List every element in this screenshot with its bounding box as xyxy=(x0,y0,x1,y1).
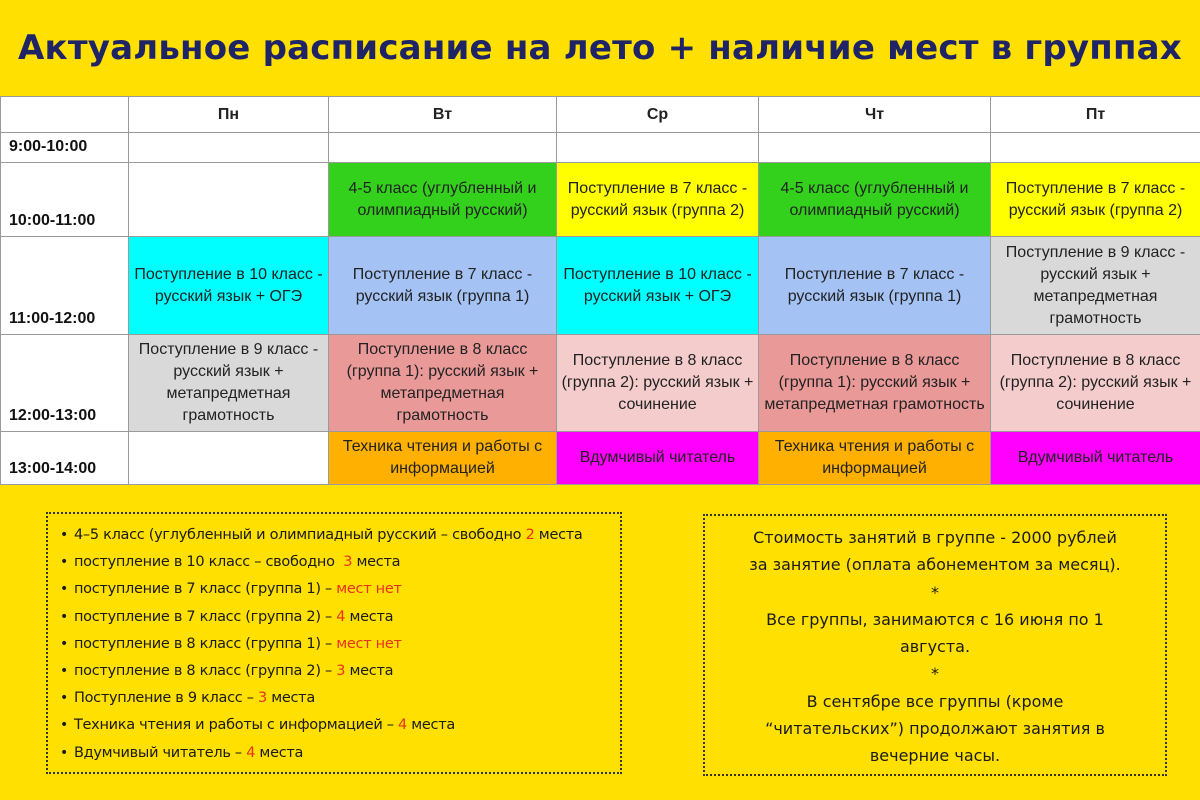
availability-item: • поступление в 10 класс – свободно 3 места xyxy=(60,549,610,576)
availability-count: 3 xyxy=(258,690,267,707)
availability-box xyxy=(46,512,622,774)
info-line: Стоимость занятий в группе - 2000 рублей xyxy=(753,528,1117,547)
bullet-icon: • xyxy=(60,690,68,707)
schedule-cell xyxy=(129,432,329,485)
availability-count: мест нет xyxy=(336,635,402,652)
bullet-icon: • xyxy=(60,527,68,543)
availability-list xyxy=(60,522,610,767)
schedule-cell xyxy=(991,133,1200,163)
bullet-icon: • xyxy=(60,717,68,734)
schedule-cell xyxy=(129,133,329,163)
schedule-table xyxy=(0,96,1200,485)
schedule-cell xyxy=(557,133,759,163)
availability-count: 4 xyxy=(246,744,256,761)
schedule-cell: Вдумчивый читатель xyxy=(557,432,759,485)
time-label: 11:00-12:00 xyxy=(1,237,129,335)
schedule-cell xyxy=(129,163,329,237)
info-separator: * xyxy=(931,582,939,602)
time-label: 12:00-13:00 xyxy=(1,335,129,432)
time-row xyxy=(1,133,1200,163)
schedule-cell: Поступление в 10 класс - русский язык + ОГЭ xyxy=(129,237,329,335)
schedule-cell: Техника чтения и работы с информацией xyxy=(759,432,991,485)
bullet-icon: • xyxy=(60,608,68,625)
schedule-cell: Вдумчивый читатель xyxy=(991,432,1200,485)
info-separator: * xyxy=(931,664,939,684)
availability-item: • Техника чтения и работы с информацией – 4 места xyxy=(60,712,610,739)
info-line: Все группы, занимаются с 16 июня по 1 xyxy=(766,609,1104,629)
availability-item: • поступление в 7 класс (группа 2) – 4 места xyxy=(60,604,610,631)
info-line: В сентябре все группы (кроме xyxy=(806,691,1064,711)
info-line: вечерние часы. xyxy=(869,746,1001,766)
schedule-table-container xyxy=(0,96,1200,484)
schedule-cell: Техника чтения и работы с информацией xyxy=(329,432,557,485)
availability-item: • поступление в 8 класс (группа 1) – мест нет xyxy=(60,631,610,658)
schedule-cell: Поступление в 7 класс - русский язык (группа 1) xyxy=(759,237,991,335)
time-row xyxy=(1,163,1200,237)
bullet-icon: • xyxy=(60,744,68,761)
time-label: 10:00-11:00 xyxy=(1,163,129,237)
schedule-cell: Поступление в 7 класс - русский язык (группа 2) xyxy=(557,163,759,237)
time-label: 9:00-10:00 xyxy=(1,133,129,163)
schedule-cell xyxy=(759,133,991,163)
time-label: 13:00-14:00 xyxy=(1,432,129,485)
day-header: Чт xyxy=(759,97,991,133)
day-header: Пт xyxy=(991,97,1200,133)
availability-count: мест нет xyxy=(336,581,402,598)
info-box xyxy=(703,514,1167,776)
schedule-cell: Поступление в 8 класс (группа 1): русский язык + метапредметная грамотность xyxy=(329,335,557,432)
bullet-icon: • xyxy=(60,662,68,679)
info-line: за занятие (оплата абонементом за месяц). xyxy=(749,555,1121,575)
schedule-cell: Поступление в 8 класс (группа 2): русский язык + сочинение xyxy=(991,335,1200,432)
time-row xyxy=(1,335,1200,432)
corner-cell xyxy=(1,97,129,133)
bullet-icon: • xyxy=(60,581,68,598)
schedule-cell: Поступление в 7 класс - русский язык (группа 2) xyxy=(991,163,1200,237)
availability-count: 3 xyxy=(343,554,353,571)
availability-count: 2 xyxy=(525,527,535,543)
schedule-cell: Поступление в 8 класс (группа 2): русский язык + сочинение xyxy=(557,335,759,432)
schedule-cell: Поступление в 10 класс - русский язык + ОГЭ xyxy=(557,237,759,335)
day-header: Вт xyxy=(329,97,557,133)
schedule-cell: 4-5 класс (углубленный и олимпиадный русский) xyxy=(759,163,991,237)
header-row xyxy=(1,97,1200,133)
schedule-cell: 4-5 класс (углубленный и олимпиадный русский) xyxy=(329,163,557,237)
availability-item: • Вдумчивый читатель – 4 места xyxy=(60,740,610,767)
page-title: Актуальное расписание на лето + наличие мест в группах xyxy=(18,27,1182,68)
info-line: “читательских”) продолжают занятия в xyxy=(765,719,1105,739)
time-row xyxy=(1,237,1200,335)
availability-count: 3 xyxy=(336,662,346,679)
schedule-cell: Поступление в 7 класс - русский язык (группа 1) xyxy=(329,237,557,335)
bullet-icon: • xyxy=(60,554,68,571)
time-row xyxy=(1,432,1200,485)
availability-item: • поступление в 8 класс (группа 2) – 3 места xyxy=(60,658,610,685)
schedule-cell: Поступление в 9 класс - русский язык + метапредметная грамотность xyxy=(991,237,1200,335)
availability-item: • поступление в 7 класс (группа 1) – мест нет xyxy=(60,576,610,603)
schedule-cell xyxy=(329,133,557,163)
day-header: Ср xyxy=(557,97,759,133)
availability-item: • Поступление в 9 класс – 3 места xyxy=(60,685,610,712)
day-header: Пн xyxy=(129,97,329,133)
availability-item: • 4–5 класс (углубленный и олимпиадный русский – свободно 2 места xyxy=(60,522,610,549)
availability-count: 4 xyxy=(398,717,407,734)
availability-count: 4 xyxy=(336,608,346,625)
bullet-icon: • xyxy=(60,635,68,652)
info-line: августа. xyxy=(899,637,971,657)
schedule-cell: Поступление в 9 класс - русский язык + метапредметная грамотность xyxy=(129,335,329,432)
schedule-cell: Поступление в 8 класс (группа 1): русский язык + метапредметная грамотность xyxy=(759,335,991,432)
